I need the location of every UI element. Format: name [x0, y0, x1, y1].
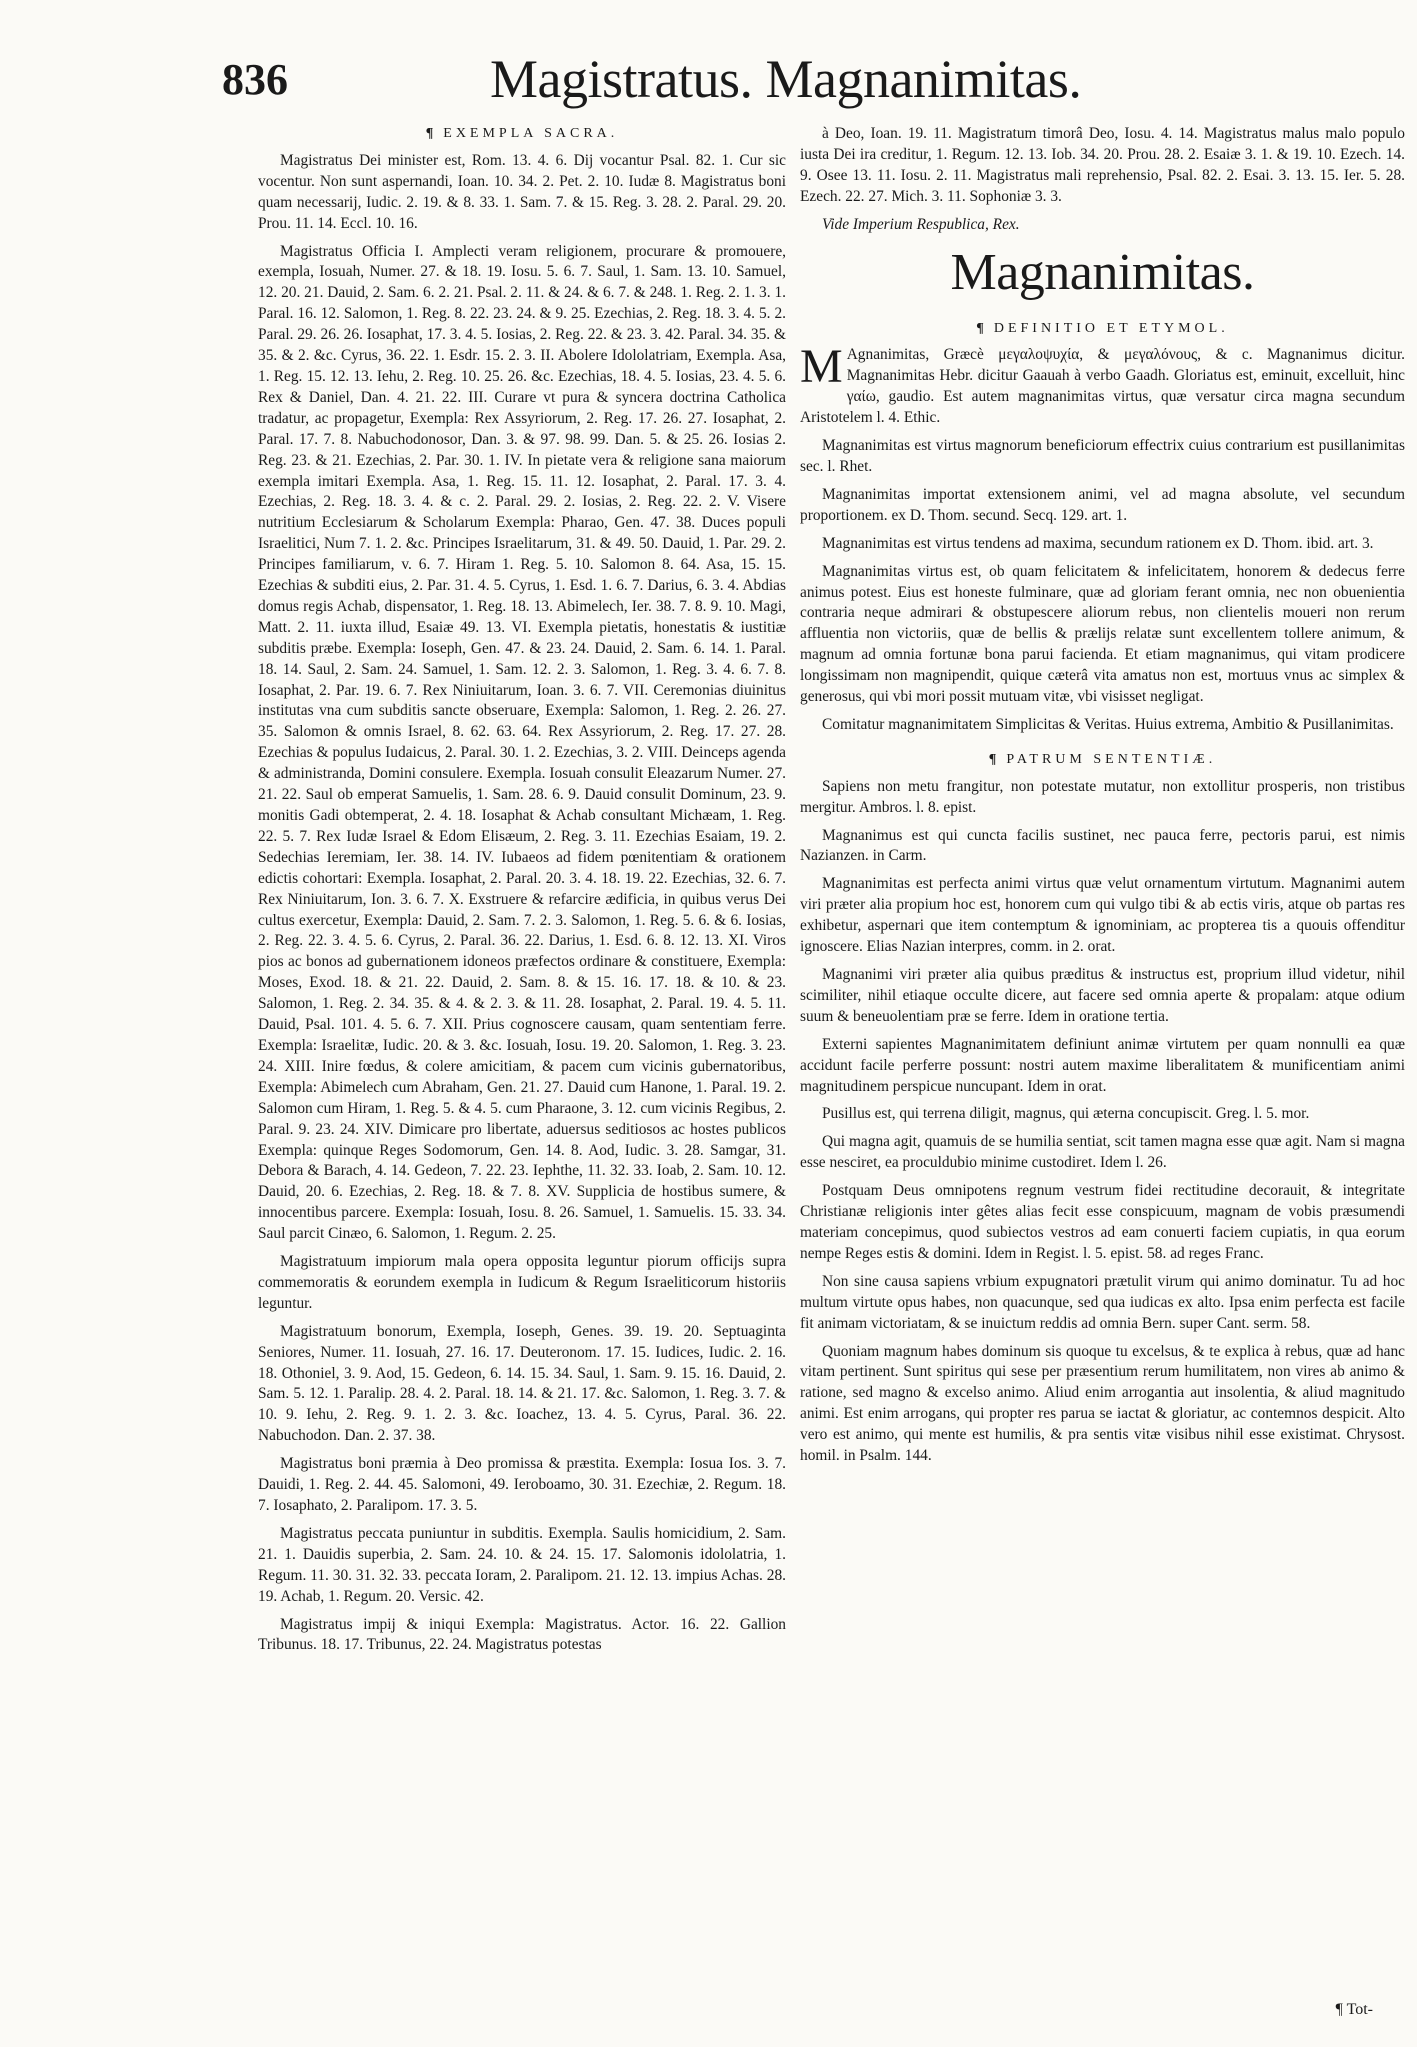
paragraph: Magistratus impij & iniqui Exempla: Magistratus. Actor. 16. 22. Gallion Tribunus. 18. 17. Tribunus, 22. 24. Magistratus potestas: [258, 1615, 786, 1654]
paragraph: Magistratuum bonorum, Exempla, Ioseph, Genes. 39. 19. 20. Septuaginta Seniores, Numer. 11. Iosuah, 27. 16. 17. Deuteronom. 17. 15. Iudices, Iudic. 2. 16. 18. Othoniel, 3. 9. Aod, 15. Gedeon, 6. 14. 15. 34. Saul, 1. Sam. 9. 15. 16. Dauid, 2. Sam. 5. 12. 1. Paralip. 28. 4. 2. Paral. 18. 14. & 21. 17. &c. Salomon, 1. Reg. 3. 7. & 10. 9. Iehu, 2. Reg. 9. 1. 2. 3. &c. Ioachez, 13. 4. 5. Cyrus, Paral. 36. 22. Nabuchodon. Dan. 2. 37. 38.: [258, 1322, 786, 1445]
paragraph: Non sine causa sapiens vrbium expugnatori prætulit virum qui animo dominatur. Tu ad hoc multum virtute opus habes, non quacunque, sed qua iudicas ex alto. Ipsa enim perfecta est facile fit animam victoriatam, & se inuictum reddis ad omnia Bern. super Cant. serm. 58.: [800, 1272, 1405, 1332]
paragraph: Magistratus Dei minister est, Rom. 13. 4. 6. Dij vocantur Psal. 82. 1. Cur sic vocentur. Non sunt aspernandi, Ioan. 10. 34. 2. Pet. 2. 10. Iudæ 8. Magistratus boni quam necessarij, Iudic. 2. 19. & 8. 33. 1. Sam. 7. & 15. Reg. 3. 28. 2. Paral. 29. 20. Prou. 11. 14. Eccl. 10. 16.: [258, 151, 786, 232]
left-column: [258, 124, 786, 2029]
running-title: Magistratus. Magnanimitas.: [490, 49, 1082, 109]
drop-cap: M: [800, 340, 843, 394]
section-heading-patrum: ¶ PATRUM SENTENTIÆ.: [988, 751, 1217, 767]
paragraph: Magistratuum impiorum mala opera opposita leguntur piorum officijs supra commemoratis & eorundem exempla in Iudicum & Regum Israeliticorum historiis leguntur.: [258, 1253, 786, 1312]
section-heading-exempla-sacra: ¶ EXEMPLA SACRA.: [425, 126, 619, 141]
right-column: [800, 124, 1405, 2029]
page-header: [0, 48, 1417, 118]
section-heading-definitio: ¶ DEFINITIO ET ETYMOL.: [976, 320, 1229, 336]
paragraph: Magnanimitas est virtus magnorum beneficiorum effectrix cuius contrarium est pusillanimitas sec. l. Rhet.: [800, 437, 1405, 475]
paragraph: Sapiens non metu frangitur, non potestate mutatur, non extollitur prosperis, non tristibus mergitur. Ambros. l. 8. epist.: [800, 777, 1405, 816]
paragraph: Magistratus Officia I. Amplecti veram religionem, procurare & promouere, exempla, Iosuah, Numer. 27. & 18. 19. Iosu. 5. 6. 7. Saul, 1. Sam. 13. 10. Samuel, 12. 20. 21. Dauid, 2. Sam. 6. 2. 21. Psal. 2. 11. & 24. & 6. 7. & 248. 1. Reg. 2. 1. 3. 1. Paral. 16. 12. Salomon, 1. Reg. 8. 22. 23. 24. & 9. 25. Ezechias, 2. Reg. 18. 3. 4. 5. 2. Paral. 29. 26. 26. Iosaphat, 17. 3. 4. 5. Iosias, 2. Reg. 22. & 23. 3. 42. Paral. 34. 35. & 35. & 2. &c. Cyrus, 36. 22. 1. Esdr. 15. 2. 3. II. Abolere Idololatriam, Exempla. Asa, 1. Reg. 15. 12. 13. Iehu, 2. Reg. 10. 25. 26. &c. Ezechias, 18. 4. 5. Iosias, 23. 4. 5. 6. Rex & Daniel, Dan. 4. 21. 22. III. Curare vt pura & syncera doctrina Catholica tradatur, ac propagetur, Exempla: Rex Assyriorum, 2. Reg. 17. 26. 27. Iosaphat, 2. Paral. 17. 7. 8. Nabuchodonosor, Dan. 3. & 97. 98. 99. Dan. 5. & 25. 26. Iosias 2. Reg. 23. & 21. Ezechias, 2. Par. 30. 1. IV. In pietate vera & religione sana maiorum exempla imitari Exempla. Asa, 1. Reg. 15. 11. 12. Iosaphat, 2. Paral. 17. 3. 4. Ezechias, 2. Reg. 18. 3. 4. & c. 2. Paral. 29. 2. Iosias, 2. Reg. 22. 2. V. Visere nutritium Ecclesiarum & Scholarum Exempla: Pharao, Gen. 47. 38. Duces populi Israelitici, Num 7. 1. 2. &c. Principes Israelitarum, 31. & 49. 50. Dauid, 1. Par. 29. 2. Principes familiarum, v. 6. 7. Hiram 1. Reg. 5. 10. Salomon 8. 64. Asa, 15. 15. Ezechias & subditi eius, 2. Par. 31. 4. 5. Cyrus, 1. Esd. 1. 6. 7. Darius, 6. 3. 4. Abdias domus regis Achab, dispensator, 1. Reg. 18. 13. Abimelech, Ier. 38. 7. 8. 9. 10. Magi, Matt. 2. 11. iuxta illud, Esaiæ 49. 13. VI. Exempla pietatis, honestatis & iustitiæ subditis præbe. Exempla: Ioseph, Gen. 47. & 23. 24. Dauid, 2. Sam. 6. 14. 1. Paral. 18. 14. Saul, 2. Sam. 24. Samuel, 1. Sam. 12. 2. 3. Salomon, 1. Reg. 3. 4. 6. 7. 8. Iosaphat, 2. Par. 19. 6. 7. Rex Niniuitarum, Ioan. 3. 6. 7. VII. Ceremonias diuinitus institutas vna cum subditis sancte obseruare, Exempla: Salomon, 1. Reg. 2. 26. 27. 35. Salomon & omnis Israel, 8. 62. 63. 64. Rex Assyriorum, 2. Reg. 17. 27. 28. Ezechias & populus Iudaicus, 2. Paral. 30. 1. 2. Ezechias, 3. 2. VIII. Deinceps agenda & administranda, Domini consulere. Exempla. Iosuah consulit Eleazarum Numer. 27. 21. 22. Saul ob emperat Samuelis, 1. Sam. 28. 6. 9. Dauid consulit Dominum, 23. 9. monitis Gadi obtemperat, 2. 4. 18. Iosaphat & Achab consultant Michæam, 1. Reg. 22. 5. 7. Rex Iudæ Israel & Edom Elisæum, 2. Reg. 3. 11. Ezechias Esaiam, 19. 2. Sedechias Ieremiam, Ier. 38. 14. IV. Iubaeos ad fidem pœnitentiam & orationem edictis cohortari: Exempla. Iosaphat, 2. Paral. 20. 3. 4. 18. 19. 22. Ezechias, 32. 6. 7. Rex Niniuitarum, Ion. 3. 6. 7. X. Exstruere & refarcire ædificia, in quibus verus Dei cultus exercetur, Exempla: Dauid, 2. Sam. 7. 2. 3. Salomon, 1. Reg. 5. 6. & 6. Iosias, 2. Reg. 22. 3. 4. 5. 6. Cyrus, 2. Paral. 36. 22. Darius, 1. Esd. 6. 8. 12. 13. XI. Viros pios ac bonos ad gubernationem idoneos præfectos ordinare & constituere, Exempla: Moses, Exod. 18. & 21. 22. Dauid, 2. Sam. 8. & 15. 16. 17. 18. & 10. & 23. Salomon, 1. Reg. 2. 34. 35. & 4. & 2. 3. & 11. 28. Iosaphat, 2. Paral. 19. 4. 5. 11. Dauid, Psal. 101. 4. 5. 6. 7. XII. Prius cognoscere causam, quam sententiam ferre. Exempla: Israelitæ, Iudic. 20. & 3. &c. Iosuah, Iosu. 19. 20. Salomon, 1. Reg. 3. 23. 24. XIII. Inire fœdus, & colere amicitiam, & pacem cum vicinis gubernatoribus, Exempla: Abimelech cum Abraham, Gen. 21. 27. Dauid cum Hanone, 1. Paral. 19. 2. Salomon cum Hiram, 1. Reg. 5. & 4. 5. cum Pharaone, 3. 12. cum vicinis Regibus, 2. Paral. 9. 23. 24. XIV. Dimicare pro libertate, aduersus seditiosos ac hostes publicos Exempla: quinque Reges Sodomorum, Gen. 14. 8. Aod, Iudic. 3. 28. Samgar, 31. Debora & Barach, 4. 14. Gedeon, 7. 22. 23. Iephthe, 11. 32. 33. Ioab, 2. Sam. 10. 12. Dauid, 20. 6. Ezechias, 2. Reg. 18. & 7. 8. XV. Supplicia de hostibus sumere, & innocentibus parcere. Exempla: Iosuah, Iosu. 8. 26. Samuel, 1. Samuelis. 15. 33. 34. Saul parcit Cinæo, 6. Salomon, 1. Regum. 2. 25.: [258, 242, 786, 1243]
paragraph: Quoniam magnum habes dominum sis quoque tu excelsus, & te explica à rebus, quæ ad hanc vitam pertinent. Sunt spiritus qui sese per præsentium rerum humilitatem, non vires ab animo & ratione, sed magno & excelso animo. Aliud enim arrogantia aut insolentia, & aliud magnitudo animi. Est enim arrogans, qui propter res parua se iactat & gloriatur, ac contemnos despicit. Alto vero est animo, qui mente est humilis, & pra sentis vitæ visibus nihil esse existimat. Chrysost. homil. in Psalm. 144.: [800, 1342, 1405, 1465]
cross-reference: Vide Imperium Respublica, Rex.: [822, 215, 1020, 233]
paragraph: Magnanimus est qui cuncta facilis sustinet, nec pauca ferre, pectoris parui, est nimis Nazianzen. in Carm.: [800, 826, 1405, 865]
paragraph-continuation: à Deo, Ioan. 19. 11. Magistratum timorâ Deo, Iosu. 4. 14. Magistratus malus malo populo iusta Dei ira creditur, 1. Regum. 12. 13. Iob. 34. 20. Prou. 28. 2. Esaiæ 3. 1. & 19. 10. Ezech. 14. 9. Osee 13. 11. Iosu. 2. 11. Magistratus mali reprehensio, Psal. 82. 2. Esai. 3. 13. 15. Ier. 5. 28. Ezech. 22. 27. Mich. 3. 11. Sophoniæ 3. 3.: [800, 125, 1405, 205]
page-number: 836: [222, 55, 288, 104]
paragraph: Magnanimitas virtus est, ob quam felicitatem & infelicitatem, honorem & dedecus ferre animus potest. Eius est honeste fulminare, quæ ad gloriam ferant omnia, nec non obuenientia contraria neque admirari & obstupescere aliorum rebus, non clientelis moueri non rerum affluentia non victoriis, quæ de bellis & prælijs relatæ sunt excellentem tollere animum, & magnum ad omnia fortunæ bona parui facienda. Et etiam magnanimus, qui vitam prodicere longissimam non magnipendit, quique cæterâ vita amatus non est, mortuus vnus ac simplex & generosus, qui vbi mori possit mutuam vitæ, vbi visisset negligat.: [800, 562, 1405, 706]
paragraph: Magistratus peccata puniuntur in subditis. Exempla. Saulis homicidium, 2. Sam. 21. 1. Dauidis superbia, 2. Sam. 24. 10. & 24. 15. 17. Salomonis idololatria, 1. Regum. 11. 30. 31. 32. 33. peccata Ioram, 2. Paralipom. 21. 12. 13. impius Achas. 28. 19. Achab, 1. Regum. 20. Versic. 42.: [258, 1524, 786, 1605]
paragraph: Pusillus est, qui terrena diligit, magnus, qui æterna concupiscit. Greg. l. 5. mor.: [822, 1105, 1310, 1123]
paragraph: Externi sapientes Magnanimitatem definiunt animæ virtutem per quam nonnulli ea quæ accidunt facile perferre possunt: nostri autem maxime liberalitatem & munificentiam animi magnitudinem perspicue nuncupant. Idem in orat.: [800, 1035, 1405, 1095]
paragraph: Comitatur magnanimitatem Simplicitas & Veritas. Huius extrema, Ambitio & Pusillanimitas.: [822, 715, 1394, 733]
paragraph-definitio-first: M Agnanimitas, Græcè μεγαλοψυχία, & μεγαλόνους, & c. Magnanimus dicitur. Magnanimitas Hebr. dicitur Gaauah à verbo Gaadh. Gloriatus est, eminuit, excelluit, hinc γαίω, gaudio. Est autem magnanimitas virtus, quæ versatur circa magna secundum Aristotelem l. 4. Ethic.: [800, 340, 1405, 427]
pilcrow-icon: ¶: [425, 126, 434, 141]
catchword: ¶ Tot-: [1335, 2001, 1373, 2018]
pilcrow-icon: ¶: [976, 320, 984, 336]
paragraph: Postquam Deus omnipotens regnum vestrum fidei rectitudine decorauit, & integritate Christianæ religionis inter gêtes alias fecit esse conspicuum, magnam de vobis præsumendi materiam concepimus, quod subiectos vestros ad eam conuerti faciem cupiatis, in qua eorum nempe Reges estis & domini. Idem in Regist. l. 5. epist. 58. ad reges Franc.: [800, 1182, 1405, 1262]
entry-title: Magnanimitas.: [950, 243, 1255, 301]
paragraph: Magnanimitas importat extensionem animi, vel ad magna absolute, vel secundum proportionem. ex D. Thom. secund. Secq. 129. art. 1.: [800, 485, 1405, 524]
paragraph: Qui magna agit, quamuis de se humilia sentiat, scit tamen magna esse quæ agit. Nam si magna esse nesciret, ea proculdubio minime custodiret. Idem l. 26.: [800, 1133, 1405, 1172]
paragraph: Magnanimitas est virtus tendens ad maxima, secundum rationem ex D. Thom. ibid. art. 3.: [822, 534, 1374, 552]
paragraph: Magistratus boni præmia à Deo promissa & præstita. Exempla: Iosua Ios. 3. 7. Dauidi, 1. Reg. 2. 44. 45. Salomoni, 49. Ieroboamo, 30. 31. Ezechiæ, 2. Regum. 18. 7. Iosaphato, 2. Paralipom. 17. 3. 5.: [258, 1455, 786, 1514]
paragraph: Magnanimitas est perfecta animi virtus quæ velut ornamentum virtutum. Magnanimi autem viri præter alia propium hoc est, honorem cum qui vulgo tibi & ab ectis viris, atque ob partas res exhibetur, aspernari que item contemptum & ignominiam, ac propterea tis a quouis offenditur ignoscere. Elias Nazian interpres, comm. in 2. orat.: [800, 875, 1405, 956]
paragraph: Magnanimi viri præter alia quibus præditus & instructus est, proprium illud videtur, nihil scimiliter, nihil etiaque occulte dicere, aut facere sed omnia aperte & propalam: atque odium suum & beneuolentiam præ se ferre. Idem in oratione tertia.: [800, 966, 1405, 1025]
pilcrow-icon: ¶: [988, 751, 997, 767]
